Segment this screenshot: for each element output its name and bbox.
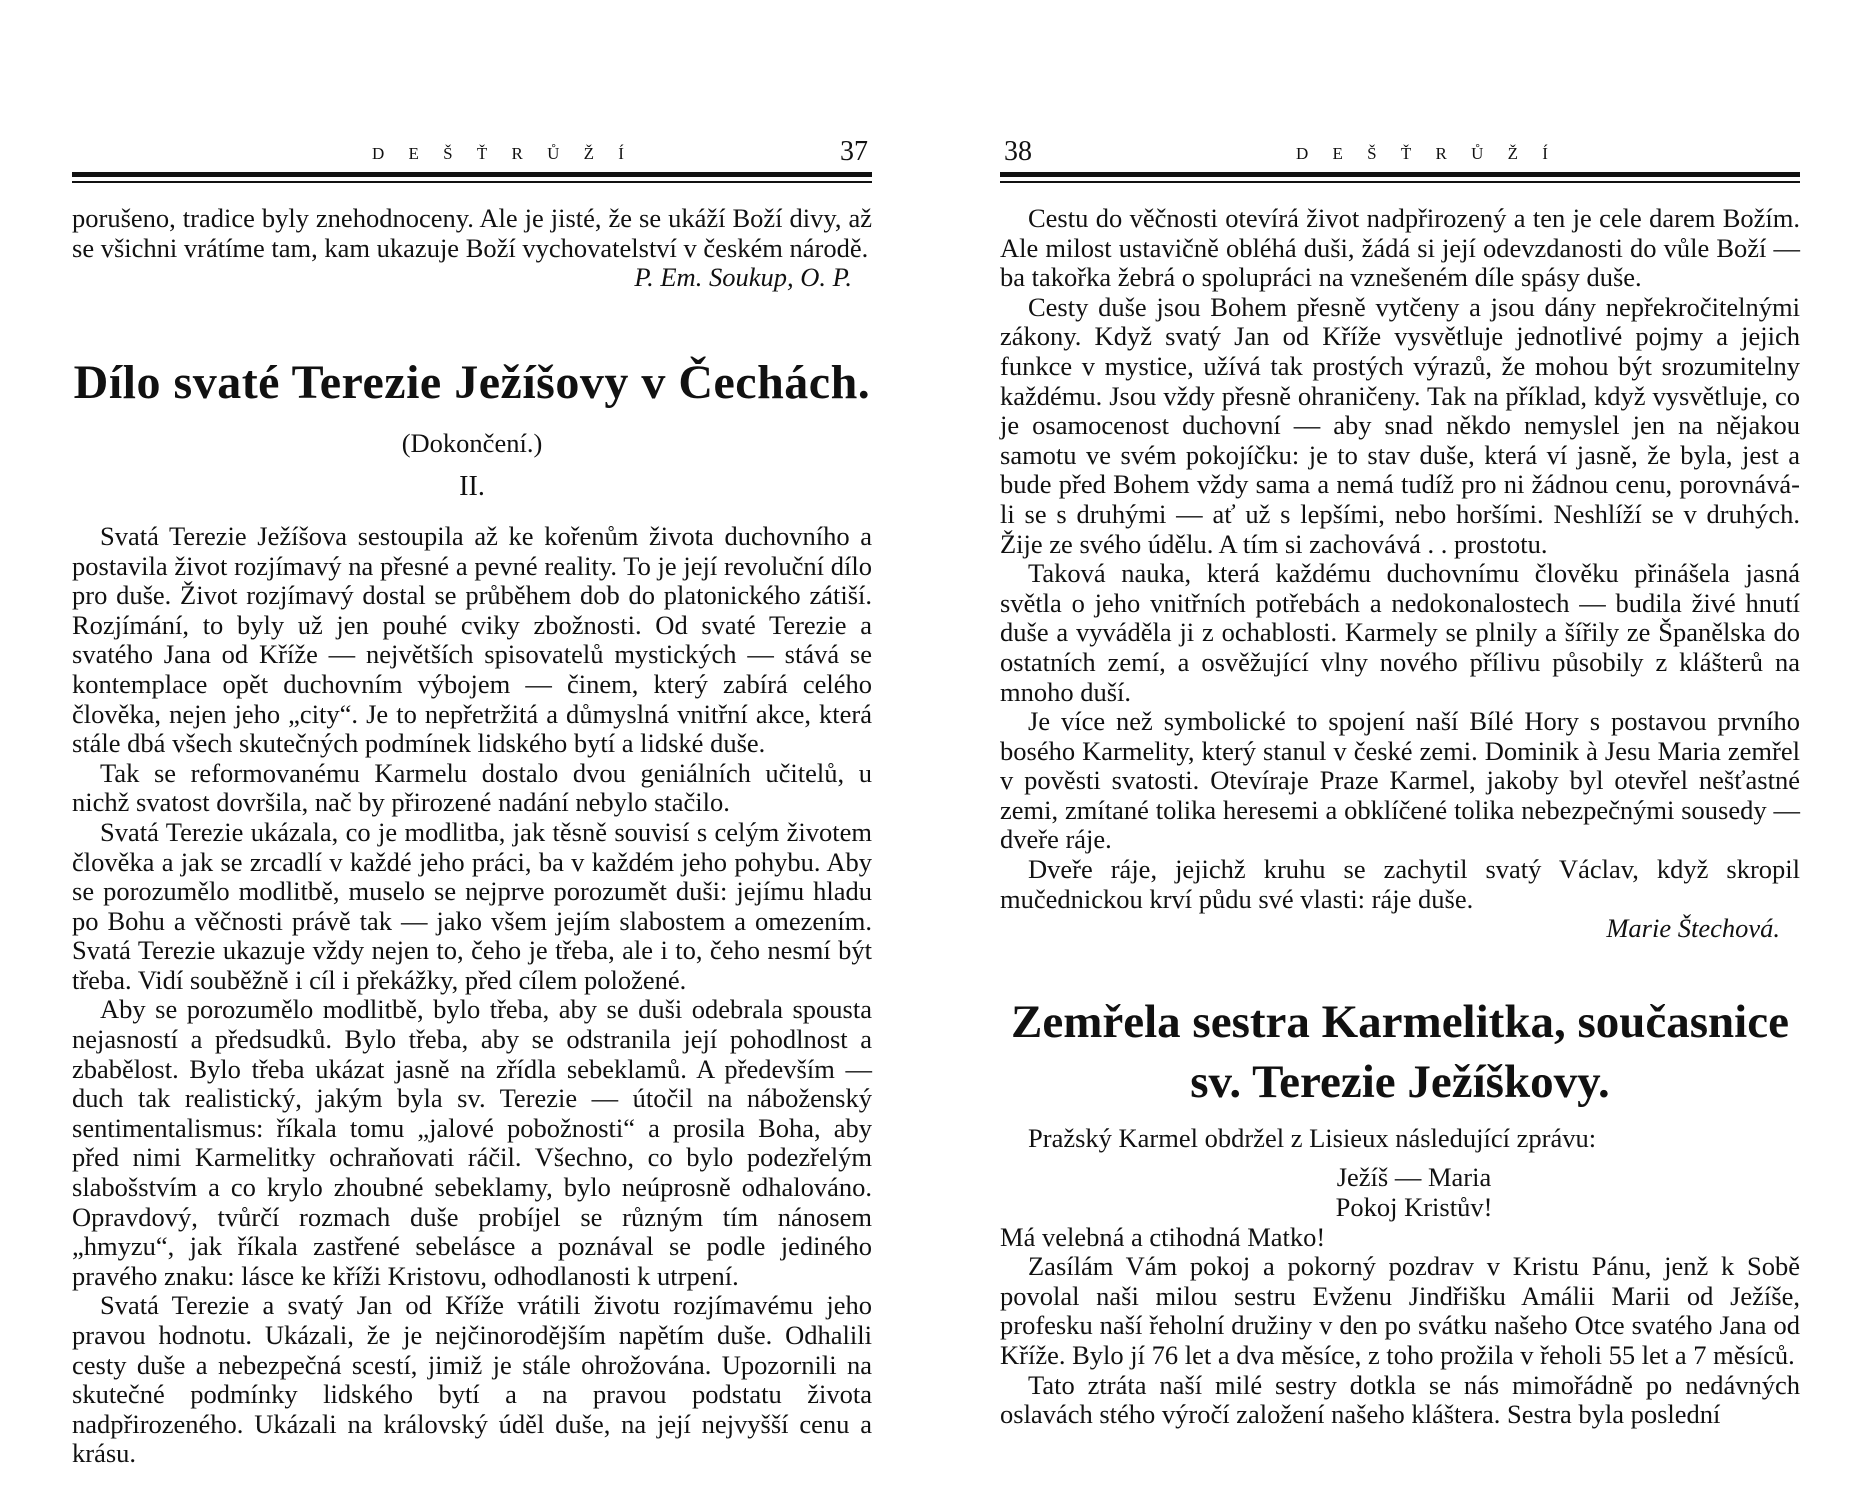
header-rule-thick — [72, 172, 872, 177]
article-signature: Marie Štechová. — [1606, 913, 1780, 944]
running-header — [1000, 138, 1800, 168]
page-number: 38 — [1004, 136, 1032, 167]
paragraph: Svatá Terezie a svatý Jan od Kříže vrátili životu rozjímavému jeho pravou hodnotu. Ukázali, že je nejčinorodějším napětím duše. Odhalili cesty duše a nebezpečná scestí, jimiž je stále ohrožována. Upozornili na skutečné podmínky lidského bytí a na pravou podstatu života nadpřirozeného. Ukázali na královský úděl duše, na její nejvyšší cenu a krásu. — [72, 1290, 872, 1469]
article-title-line-1: Zemřela sestra Karmelitka, současnice — [1011, 995, 1789, 1048]
article-subtitle: (Dokončení.) — [401, 427, 543, 458]
letter-paragraph: Zasílám Vám pokoj a pokorný pozdrav v Kristu Pánu, jenž k Sobě povolal naši milou sestru Evženu Jindřišku Amálii Marii od Ježíše, profesku naší řeholní družiny v den po svátku našeho Otce svatého Jana od Kříže. Bylo jí 76 let a dva měsíce, z toho prožila v řeholi 55 let a 7 měsíců. — [1000, 1251, 1800, 1370]
letter-paragraph: Tato ztráta naší milé sestry dotkla se nás mimořádně po nedávných oslavách stého výročí založení našeho kláštera. Sestra byla poslední — [1000, 1369, 1800, 1430]
paragraph: Tak se reformovanému Karmelu dostalo dvou geniálních učitelů, u nichž svatost dovršila, nač by přirozené nadání nebylo stačilo. — [72, 757, 872, 818]
section-number: II. — [459, 471, 485, 503]
header-rule-thin — [72, 181, 872, 183]
running-head-title: D E Š Ť R Ů Ž Í — [372, 144, 634, 163]
paragraph: Svatá Terezie ukázala, co je modlitba, jak těsně souvisí s celým životem člověka a jak se zrcadlí v každé jeho práci, ba v každém jeho pohybu. Aby se porozumělo modlitbě, muselo se nejprve porozumět duši: jejímu hladu po Bohu a věčnosti právě tak — jako všem jejím slabostem a omezením. Svatá Terezie ukazuje vždy nejen to, čeho je třeba, ale i to, čeho nesmí být třeba. Vidí souběžně i cíl i překážky, před cílem položené. — [72, 816, 872, 995]
page-body — [72, 204, 872, 1469]
greeting-line-2: Pokoj Kristův! — [1335, 1192, 1493, 1223]
header-rule-thick — [1000, 172, 1800, 177]
page-number: 37 — [840, 136, 868, 167]
paragraph: Taková nauka, která každému duchovnímu člověku přinášela jasná světla o jeho vnitřních potřebách a nedokonalostech — budila živé hnutí duše a vyváděla ji z ochablosti. Karmely se plnily a šířily ze Španělska do ostatních zemí, a osvěžující vlny nového přílivu působily z klášterů na mnoho duší. — [1000, 558, 1800, 707]
header-rule-thin — [1000, 181, 1800, 183]
page-37 — [72, 0, 872, 1500]
paragraph: Je více než symbolické to spojení naší Bílé Hory s postavou prvního bosého Karmelity, který stanul v české zemi. Dominik à Jesu Maria zemřel v pověsti svatosti. Otevíraje Praze Karmel, jakoby byl otevřel nešťastné zemi, zmítané tolika heresemi a obklíčené tolika nebezpečnými sousedy — dveře ráje. — [1000, 706, 1800, 855]
paragraph: Dveře ráje, jejichž kruhu se zachytil svatý Václav, když skropil mučednickou krví půdu své vlasti: ráje duše. — [1000, 854, 1800, 914]
salutation: Má velebná a ctihodná Matko! — [1000, 1221, 1326, 1252]
paragraph: Cestu do věčnosti otevírá život nadpřirozený a ten je cele darem Božím. Ale milost ustavičně obléhá duši, žádá si její odevzdanosti do vůle Boží — ba takořka žebrá o spolupráci na vznešeném díle spásy duše. — [1000, 203, 1800, 293]
paragraph: Aby se porozumělo modlitbě, bylo třeba, aby se duši odebrala spousta nejasností a předsudků. Bylo třeba, aby se odstranila její pohodlnost a zbabělost. Bylo třeba ukázat jasně na zřídla sebeklamů. A především — duch tak realistický, jakým byla sv. Terezie — útočil na náboženský sentimentalismus: říkala tomu „jalové pobožnosti“ a prosila Boha, aby před nimi Karmelitky ochraňovati ráčil. Všechno, co bylo podezřelým slabošstvím a co krylo zhoubné sebeklamy, bylo neúprosně odhalováno. Opravdový, tvůrčí rozmach duše probíjel se různým tím nánosem „hmyzu“, jak říkala zastřené sebelásce a poznával se podle jediného pravého znaku: lásce ke kříži Kristovu, odhodlanosti k utrpení. — [72, 994, 872, 1291]
running-header — [72, 138, 872, 168]
opening-paragraph: porušeno, tradice byly znehodnoceny. Ale je jisté, že se ukáží Boží divy, až se všichni vrátíme tam, kam ukazuje Boží vychovatelství v českém národě. — [72, 203, 872, 263]
article-title: Dílo svaté Terezie Ježíšovy v Čechách. — [73, 355, 871, 409]
opening-signature: P. Em. Soukup, O. P. — [634, 262, 852, 293]
paragraph: Cesty duše jsou Bohem přesně vytčeny a jsou dány nepřekročitelnými zákony. Když svatý Jan od Kříže vysvětluje jednotlivé pojmy a jejich funkce v mystice, užívá tak prostých výrazů, že mohou být srozumitelny každému. Jsou vždy přesně ohraničeny. Tak na příklad, když vysvětluje, co je osamocenost duchovní — aby snad někdo nemyslel jen na nějakou samotu ve svém pokojíčku: je to stav duše, která ví jasně, že byla, jest a bude před Bohem vždy sama a nemá tudíž pro ni žádnou cenu, porovnává-li se s druhými — ať už s lepšími, nebo horšími. Neshlíží se v druhých. Žije ze svého údělu. A tím si zachovává . . prostotu. — [1000, 291, 1800, 559]
greeting-line-1: Ježíš — Maria — [1336, 1162, 1492, 1193]
paragraph: Svatá Terezie Ježíšova sestoupila až ke kořenům života duchovního a postavila život rozjímavý na přesné a pevné reality. To je její revoluční dílo pro duše. Život rozjímavý dostal se průběhem dob do platonického zátiší. Rozjímání, to byly už jen pouhé cviky zbožnosti. Od svaté Terezie a svatého Jana od Kříže — největších spisovatelů mystických — stává se kontemplace opět duchovním výbojem — činem, který zabírá celého člověka, nejen jeho „city“. Je to nepřetržitá a důmyslná vnitřní akce, která stále dbá všech skutečných podmínek lidského bytí a lidské duše. — [72, 520, 872, 759]
page-38 — [1000, 0, 1800, 1500]
page-body — [1000, 204, 1800, 1430]
article-title-line-2: sv. Terezie Ježíškovy. — [1190, 1055, 1610, 1108]
article-intro: Pražský Karmel obdržel z Lisieux následující zprávu: — [1028, 1122, 1597, 1153]
running-head-title: D E Š Ť R Ů Ž Í — [1296, 144, 1558, 163]
